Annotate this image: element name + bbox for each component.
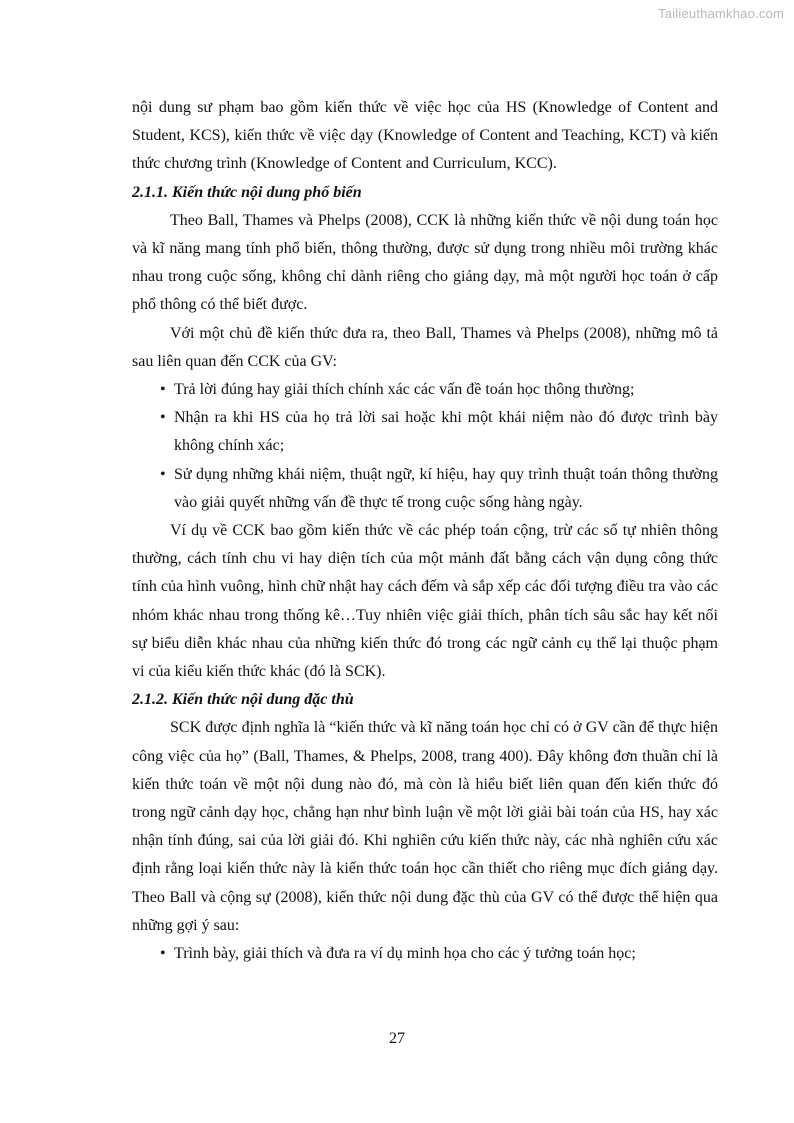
bullet-list-sck [132,940,718,968]
bullet-icon: • [160,465,166,483]
paragraph-sck-definition: SCK được định nghĩa là “kiến thức và kĩ năng toán học chỉ có ở GV cần để thực hiện công việc của họ” (Ball, Thames, & Phelps, 2008, trang 400). Đây không đơn thuần chỉ là kiến thức toán về một nội dung nào đó, mà còn là hiểu biết liên quan đến kiến thức đó trong ngữ cảnh dạy học, chẳng hạn như bình luận về một lời giải bài toán của HS, hay xác nhận tính đúng, sai của lời giải đó. Khi nghiên cứu kiến thức này, các nhà nghiên cứu xác định rằng loại kiến thức này là kiến thức toán học cần thiết cho riêng mục đích giảng dạy. Theo Ball và cộng sự (2008), kiến thức nội dung đặc thù của GV có thể được thể hiện qua những gợi ý sau: [132,719,718,934]
bullet-icon: • [160,381,166,399]
paragraph-cck-example: Ví dụ về CCK bao gồm kiến thức về các phép toán cộng, trừ các số tự nhiên thông thường, cách tính chu vi hay diện tích của một mảnh đất bằng cách vận dụng công thức tính của hình vuông, hình chữ nhật hay cách đếm và sắp xếp các đối tượng điều tra vào các nhóm khác nhau trong thống kê…Tuy nhiên việc giải thích, phân tích sâu sắc hay kết nối sự biểu diễn khác nhau của những kiến thức đó trong các ngữ cảnh cụ thể lại thuộc phạm vi của kiểu kiến thức khác (đó là SCK). [132,522,718,681]
list-item-text: Sử dụng những khái niệm, thuật ngữ, kí hiệu, hay quy trình thuật toán thông thường vào giải quyết những vấn đề thực tế trong cuộc sống hàng ngày. [174,465,718,511]
list-item-text: Trình bày, giải thích và đưa ra ví dụ minh họa cho các ý tưởng toán học; [174,945,636,963]
paragraph-cck-descriptions: Với một chủ đề kiến thức đưa ra, theo Ball, Thames và Phelps (2008), những mô tả sau liên quan đến CCK của GV: [132,324,718,370]
page-body [132,94,718,968]
list-item [132,461,718,517]
page-number: 27 [389,1030,405,1047]
watermark: Tailieuthamkhao.com [658,6,784,21]
paragraph-cck-definition: Theo Ball, Thames và Phelps (2008), CCK là những kiến thức về nội dung toán học và kĩ năng mang tính phổ biến, thông thường, được sử dụng trong nhiều môi trường khác nhau trong cuộc sống, không chỉ dành riêng cho giảng dạy, mà một người học toán ở cấp phổ thông có thể biết được. [132,211,718,314]
section-heading-2-1-1: 2.1.1. Kiến thức nội dung phổ biến [132,183,362,201]
list-item [132,404,718,460]
list-item-text: Trả lời đúng hay giải thích chính xác các vấn đề toán học thông thường; [174,381,635,399]
list-item [132,376,718,404]
paragraph-intro: nội dung sư phạm bao gồm kiến thức về việc học của HS (Knowledge of Content and Student, KCS), kiến thức về việc dạy (Knowledge of Content and Teaching, KCT) và kiến thức chương trình (Knowledge of Content and Curriculum, KCC). [132,99,718,173]
list-item-text: Nhận ra khi HS của họ trả lời sai hoặc khi một khái niệm nào đó được trình bày không chính xác; [174,409,718,455]
list-item [132,940,718,968]
bullet-list-cck [132,376,718,517]
bullet-icon: • [160,945,166,963]
section-heading-2-1-2: 2.1.2. Kiến thức nội dung đặc thù [132,691,354,709]
bullet-icon: • [160,409,166,427]
